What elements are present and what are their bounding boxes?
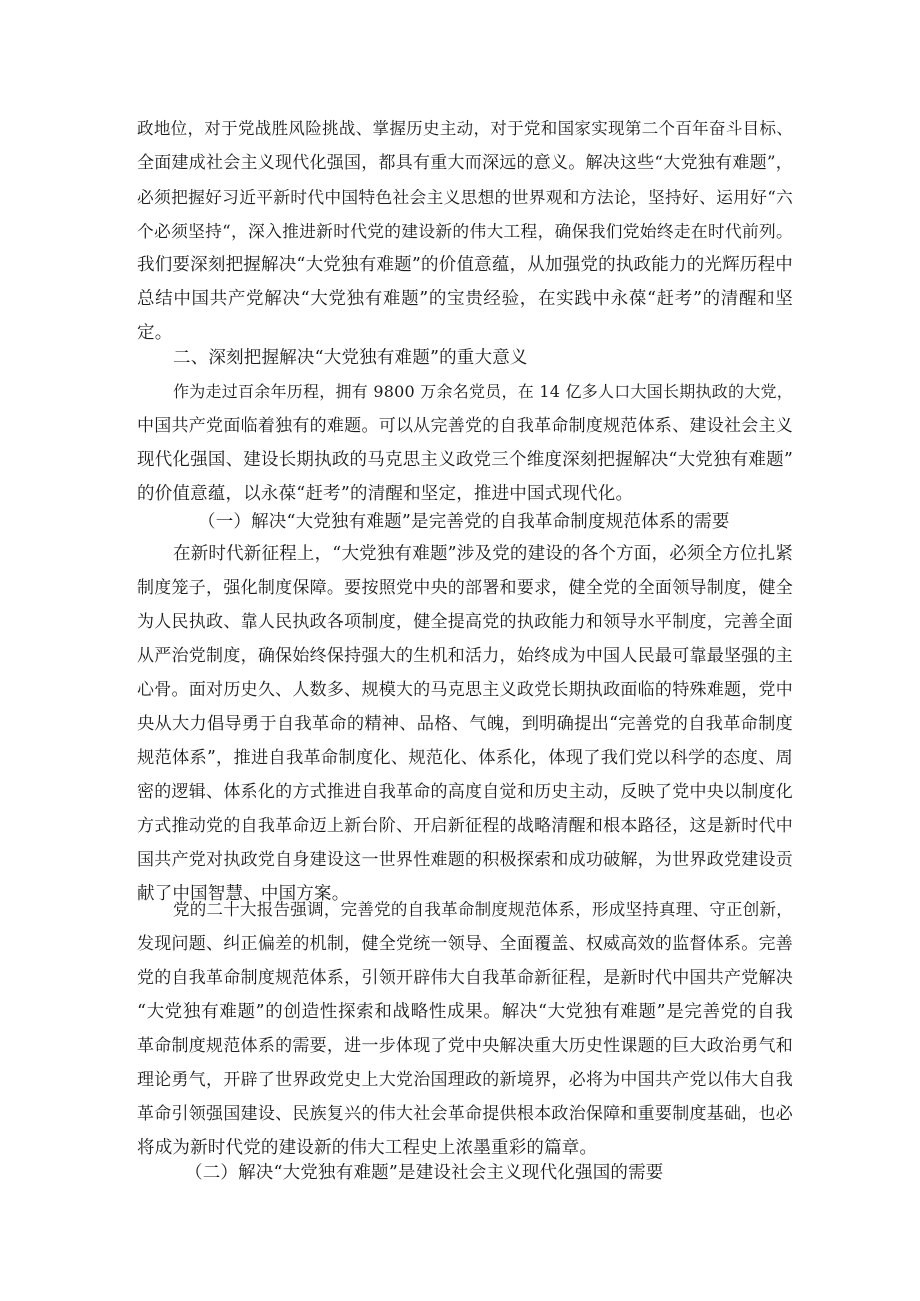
text-line: 密的逻辑、体系化的方式推进自我革命的高度自觉和历史主动，反映了党中央以制度化 — [137, 782, 793, 802]
text-line: 规范体系”，推进自我革命制度化、规范化、体系化，体现了我们党以科学的态度、周 — [137, 748, 793, 768]
text-line: 国共产党对执政党自身建设这一世界性难题的积极探索和成功破解，为世界政党建设贡 — [137, 850, 793, 870]
text-line: 理论勇气，开辟了世界政党史上大党治国理政的新境界，必将为中国共产党以伟大自我 — [137, 1070, 793, 1090]
text-line: 制度笼子，强化制度保障。要按照党中央的部署和要求，健全党的全面领导制度，健全 — [137, 578, 793, 598]
text-line: 革命制度规范体系的需要，进一步体现了党中央解决重大历史性课题的巨大政治勇气和 — [137, 1036, 793, 1056]
text-line: 作为走过百余年历程，拥有 9800 万余名党员，在 14 亿多人口大国长期执政的大党， — [173, 382, 793, 401]
paragraph-4 — [137, 893, 793, 1165]
text-line: 全面建成社会主义现代化强国，都具有重大而深远的意义。解决这些“大党独有难题”， — [137, 153, 793, 173]
paragraph-2 — [137, 375, 793, 511]
text-line: 个必须坚持“，深入推进新时代党的建设新的伟大工程，确保我们党始终走在时代前列。 — [137, 221, 793, 241]
text-line: 党的自我革命制度规范体系，引领开辟伟大自我革命新征程，是新时代中国共产党解决 — [137, 968, 793, 988]
paragraph-3 — [137, 537, 793, 911]
text-line: 心骨。面对历史久、人数多、规模大的马克思主义政党长期执政面临的特殊难题，党中 — [137, 680, 793, 700]
text-line: 献了中国智慧、中国方案。 — [137, 884, 350, 904]
text-line: 总结中国共产党解决“大党独有难题”的宝贵经验，在实践中永葆“赶考”的清醒和坚 — [137, 289, 793, 309]
text-line: 定。 — [137, 323, 173, 343]
text-line: 发现问题、纠正偏差的机制，健全党统一领导、全面覆盖、权威高效的监督体系。完善 — [137, 934, 793, 954]
text-line: 在新时代新征程上，“大党独有难题”涉及党的建设的各个方面，必须全方位扎紧 — [173, 544, 794, 564]
text-line: 央从大力倡导勇于自我革命的精神、品格、气魄，到明确提出“完善党的自我革命制度 — [137, 714, 793, 734]
text-line: 我们要深刻把握解决“大党独有难题”的价值意蕴，从加强党的执政能力的光辉历程中 — [137, 255, 793, 275]
text-line: 党的二十大报告强调，完善党的自我革命制度规范体系，形成坚持真理、守正创新， — [173, 900, 793, 919]
text-line: 的价值意蕴，以永葆“赶考”的清醒和坚定，推进中国式现代化。 — [137, 484, 634, 504]
text-line: 现代化强国、建设长期执政的马克思主义政党三个维度深刻把握解决“大党独有难题” — [137, 450, 793, 470]
text-line: 从严治党制度，确保始终保持强大的生机和活力，始终成为中国人民最可靠最坚强的主 — [137, 646, 793, 666]
text-line: 中国共产党面临着独有的难题。可以从完善党的自我革命制度规范体系、建设社会主义 — [137, 416, 793, 436]
text-line: 必须把握好习近平新时代中国特色社会主义思想的世界观和方法论，坚持好、运用好“六 — [137, 187, 793, 207]
text-line: 方式推动党的自我革命迈上新台阶、开启新征程的战略清醒和根本路径，这是新时代中 — [137, 816, 793, 836]
text-line: “大党独有难题”的创造性探索和战略性成果。解决“大党独有难题”是完善党的自我 — [137, 1002, 793, 1022]
text-line: 革命引领强国建设、民族复兴的伟大社会革命提供根本政治保障和重要制度基础，也必 — [137, 1104, 793, 1124]
text-line: 政地位，对于党战胜风险挑战、掌握历史主动，对于党和国家实现第二个百年奋斗目标、 — [137, 119, 793, 138]
paragraph-intro — [137, 112, 793, 350]
text-line: 为人民执政、靠人民执政各项制度，健全提高党的执政能力和领导水平制度，完善全面 — [137, 612, 793, 632]
subsection-heading: （二）解决“大党独有难题”是建设社会主义现代化强国的需要 — [185, 1163, 664, 1183]
section-heading: 二、深刻把握解决“大党独有难题”的重大意义 — [173, 348, 528, 368]
text-line: 将成为新时代党的建设新的伟大工程史上浓墨重彩的篇章。 — [137, 1138, 598, 1158]
subsection-heading: （一）解决“大党独有难题”是完善党的自我革命制度规范体系的需要 — [198, 512, 730, 532]
